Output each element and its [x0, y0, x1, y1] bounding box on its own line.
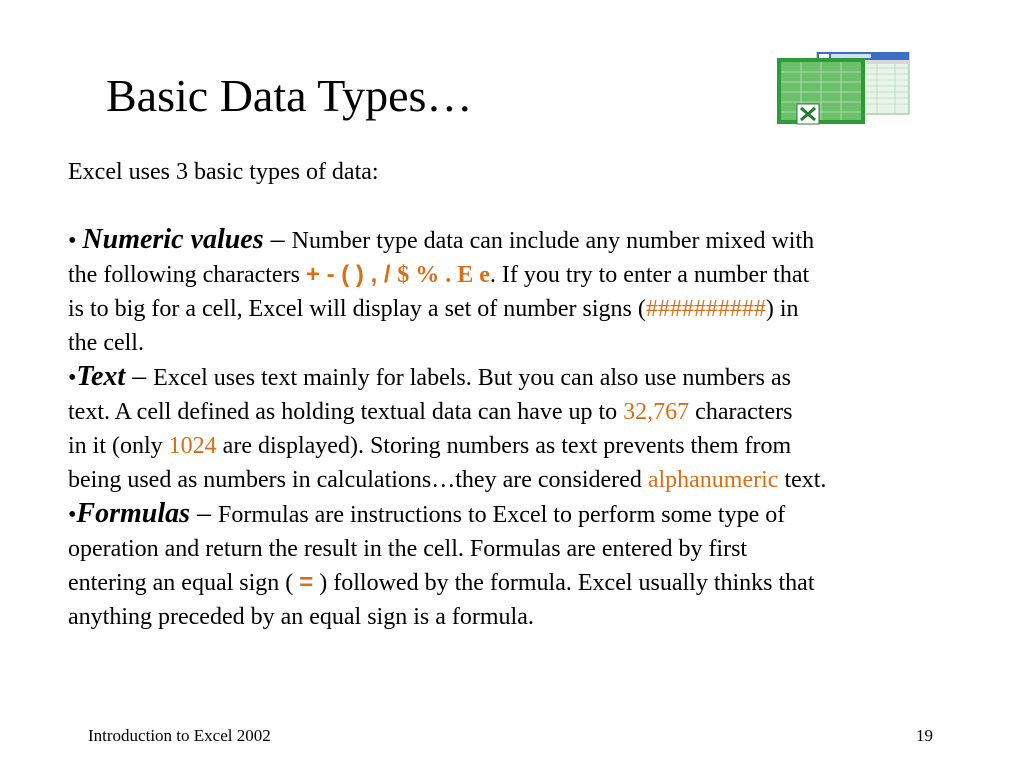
displayed-chars-highlight: 1024	[168, 433, 217, 459]
numeric-allowed-chars-symbols: + - ( ) , /	[305, 261, 398, 288]
numeric-allowed-chars-letters: $ % . E e	[397, 262, 490, 288]
numeric-line-1	[68, 223, 978, 258]
formulas-text: ) followed by the formula. Excel usually thinks that	[313, 570, 815, 596]
page-number: 19	[916, 726, 933, 745]
text-body: in it (only	[68, 433, 169, 459]
text-term: Text	[76, 361, 126, 392]
max-chars-highlight: 32,767	[623, 399, 690, 425]
numeric-text: ) in	[765, 296, 799, 322]
text-bullet	[68, 360, 978, 497]
term-dash: –	[125, 361, 154, 392]
slide-body	[68, 155, 978, 634]
term-dash: –	[190, 498, 219, 529]
text-body: Excel uses text mainly for labels. But you can also use numbers as	[153, 365, 792, 391]
numeric-line-4: the cell.	[68, 330, 144, 356]
term-dash: –	[263, 224, 292, 255]
text-body: being used as numbers in calculations…they are considered	[68, 467, 648, 493]
formulas-line-1	[68, 497, 978, 532]
numeric-values-term: Numeric values	[82, 224, 264, 255]
numeric-text: the following characters	[68, 262, 306, 288]
text-line-3	[68, 429, 978, 463]
text-line-1	[68, 360, 978, 395]
formulas-text: Formulas are instructions to Excel to perform some type of	[218, 502, 786, 528]
bullet-marker: •	[68, 365, 77, 391]
bullet-marker: •	[68, 502, 77, 528]
alphanumeric-highlight: alphanumeric	[647, 467, 779, 493]
numeric-text: Number type data can include any number mixed with	[291, 228, 815, 254]
text-body: are displayed). Storing numbers as text prevents them from	[216, 433, 792, 459]
number-signs-highlight: ##########	[645, 296, 766, 322]
slide-title: Basic Data Types…	[106, 70, 473, 121]
formulas-text: entering an equal sign (	[68, 570, 300, 596]
numeric-text: . If you try to enter a number that	[489, 262, 810, 288]
text-body: characters	[689, 399, 793, 425]
text-body: text.	[778, 467, 827, 493]
footer-course-title: Introduction to Excel 2002	[88, 726, 271, 745]
text-line-4	[68, 463, 978, 497]
equal-sign-highlight: =	[299, 569, 314, 596]
bullet-marker: •	[68, 228, 83, 254]
excel-spreadsheet-logo	[777, 52, 911, 126]
numeric-line-3	[68, 292, 978, 326]
numeric-line-2	[68, 258, 978, 292]
formulas-term: Formulas	[76, 498, 191, 529]
formulas-line-4: anything preceded by an equal sign is a formula.	[68, 604, 534, 630]
formulas-line-3	[68, 566, 978, 600]
formulas-line-2: operation and return the result in the cell. Formulas are entered by first	[68, 536, 748, 562]
formulas-bullet	[68, 497, 978, 634]
numeric-text: is to big for a cell, Excel will display a set of number signs (	[68, 296, 646, 322]
text-body: text. A cell defined as holding textual data can have up to	[68, 399, 624, 425]
intro-text: Excel uses 3 basic types of data:	[68, 159, 379, 185]
text-line-2	[68, 395, 978, 429]
numeric-values-bullet	[68, 223, 978, 360]
